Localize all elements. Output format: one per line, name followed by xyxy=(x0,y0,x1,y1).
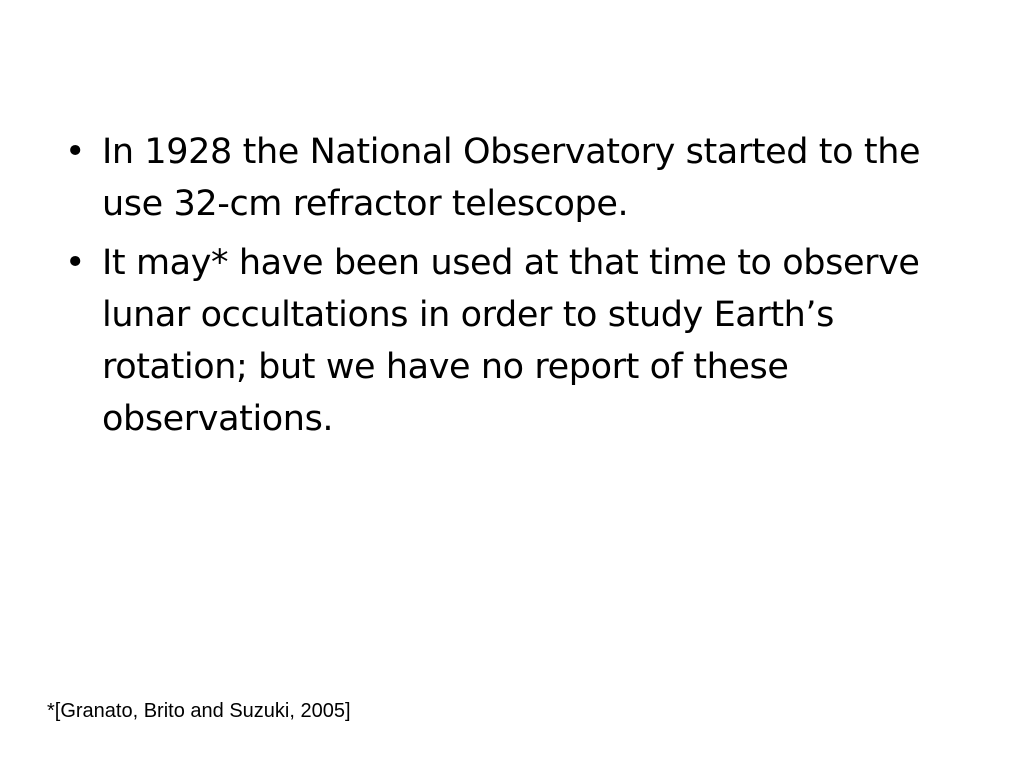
bullet-item xyxy=(60,237,960,445)
bullet-icon: • xyxy=(64,132,86,172)
bullet-text: In 1928 the National Observatory started to the use 32-cm refractor telescope. xyxy=(102,132,921,224)
bullet-text: It may* have been used at that time to observe lunar occultations in order to study Earth’s rotation; but we have no report of these observations. xyxy=(102,243,920,439)
bullet-item xyxy=(60,126,960,230)
bullet-icon: • xyxy=(64,243,86,283)
bullet-list xyxy=(60,126,960,452)
footnote-citation: *[Granato, Brito and Suzuki, 2005] xyxy=(47,700,351,722)
